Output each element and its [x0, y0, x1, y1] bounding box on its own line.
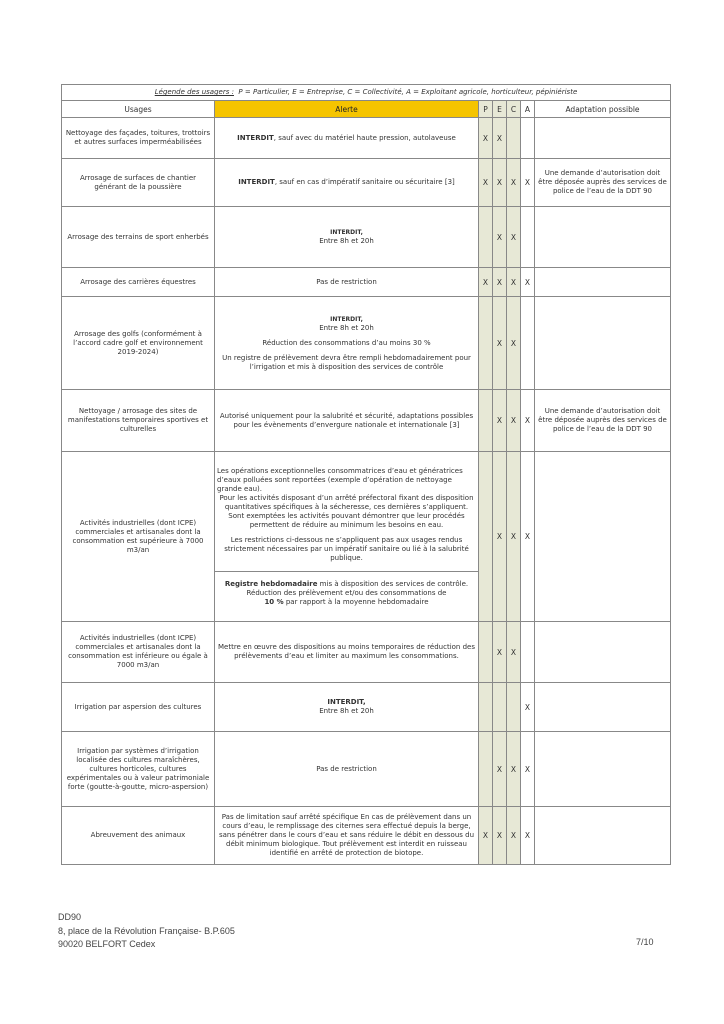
- footer-address: 8, place de la Révolution Française- B.P.605: [58, 926, 235, 936]
- table-row: [62, 159, 671, 207]
- flag-a: X: [521, 452, 535, 622]
- flag-e: X: [493, 452, 507, 622]
- alerte-p2: Pour les activités disposant d’un arrêté préfectoral fixant des disposition quantitatives spécifiques à la sécheresse, ces dernières s’appliquent. Sont exemptées les activités pouvant démontrer que leur procédés permettent de réduire au minimum les besoins en eau.: [219, 493, 474, 529]
- flag-e: X: [493, 622, 507, 683]
- adaptation-cell: [535, 207, 671, 268]
- adaptation-cell: [535, 732, 671, 807]
- flag-a: [521, 118, 535, 159]
- usage-cell: Irrigation par aspersion des cultures: [62, 683, 215, 732]
- footer-org: DD90: [58, 912, 82, 922]
- adaptation-cell: Une demande d’autorisation doit être déposée auprès des services de police de l’eau de la DDT 90: [535, 159, 671, 207]
- usage-cell: Abreuvement des animaux: [62, 807, 215, 865]
- header-e: E: [493, 101, 507, 118]
- adaptation-cell: [535, 297, 671, 390]
- alerte-cell: [215, 159, 479, 207]
- flag-c: X: [507, 732, 521, 807]
- usage-cell: Arrosage des carrières équestres: [62, 268, 215, 297]
- usage-cell: Arrosage des golfs (conformément à l’accord cadre golf et environnement 2019-2024): [62, 297, 215, 390]
- flag-a: X: [521, 268, 535, 297]
- alerte-cell: [215, 390, 479, 452]
- table-row: [62, 452, 671, 622]
- flag-e: X: [493, 390, 507, 452]
- flag-a: [521, 622, 535, 683]
- alerte-p5-bold: 10 %: [264, 597, 284, 606]
- header-p: P: [479, 101, 493, 118]
- flag-p: X: [479, 268, 493, 297]
- flag-c: [507, 118, 521, 159]
- flag-p: [479, 297, 493, 390]
- footer-city: 90020 BELFORT Cedex: [58, 939, 156, 949]
- alerte-text: Entre 8h et 20h: [319, 323, 374, 332]
- alerte-cell: [215, 683, 479, 732]
- legend-title: Légende des usagers :: [154, 88, 234, 96]
- alerte-cell: [215, 268, 479, 297]
- legend-items: P = Particulier, E = Entreprise, C = Collectivité, A = Exploitant agricole, horticulteur, pépiniériste: [238, 88, 578, 96]
- flag-p: X: [479, 807, 493, 865]
- alerte-text: Entre 8h et 20h: [319, 237, 374, 245]
- table-row: [62, 297, 671, 390]
- header-row: [62, 101, 671, 118]
- flag-p: [479, 390, 493, 452]
- flag-c: X: [507, 807, 521, 865]
- alerte-p1: Les opérations exceptionnelles consommatrices d’eau et génératrices d’eaux polluées sont reportées (exemple d’opération de nettoyage grande eau).: [217, 466, 463, 493]
- flag-e: [493, 683, 507, 732]
- usage-cell: Nettoyage des façades, toitures, trottoirs et autres surfaces imperméabilisées: [62, 118, 215, 159]
- header-alerte: Alerte: [215, 101, 479, 118]
- alerte-cell: [215, 732, 479, 807]
- flag-e: X: [493, 118, 507, 159]
- alerte-p4-bold: Registre hebdomadaire: [224, 579, 318, 588]
- alerte-text: , sauf avec du matériel haute pression, autolaveuse: [273, 133, 456, 142]
- page-number: 7/10: [636, 937, 654, 947]
- flag-p: X: [479, 118, 493, 159]
- alerte-text: Mettre en œuvre des dispositions au moins temporaires de réduction des prélèvements d’eau et limiter au maximum les consommations.: [218, 643, 475, 660]
- flag-p: X: [479, 159, 493, 207]
- alerte-cell: [215, 118, 479, 159]
- usage-cell: Nettoyage / arrosage des sites de manifestations temporaires sportives et culturelles: [62, 390, 215, 452]
- alerte-bold: INTERDIT,: [330, 315, 363, 323]
- alerte-text: Pas de limitation sauf arrêté spécifique En cas de prélèvement dans un cours d’eau, le remplissage des citernes sera effectué depuis la berge, sans pénétrer dans le cours d’eau et sans réduire le débit en dessous du débit minimum biologique. Tout prélèvement est interdit en ruisseau identifié en arrêté de protection de biotope.: [218, 813, 475, 857]
- adaptation-cell: [535, 452, 671, 622]
- header-usages: Usages: [62, 101, 215, 118]
- alerte-text: Pas de restriction: [316, 764, 377, 773]
- flag-a: X: [521, 732, 535, 807]
- alerte-bold: INTERDIT: [237, 133, 274, 142]
- flag-c: X: [507, 159, 521, 207]
- flag-c: X: [507, 207, 521, 268]
- flag-c: X: [507, 452, 521, 622]
- table-row: [62, 207, 671, 268]
- flag-p: [479, 207, 493, 268]
- alerte-bold: INTERDIT,: [327, 698, 366, 706]
- alerte-p5a: Réduction des prélèvement et/ou des consommations de: [246, 588, 447, 597]
- flag-p: [479, 452, 493, 622]
- header-a: A: [521, 101, 535, 118]
- alerte-text: , sauf en cas d’impératif sanitaire ou sécuritaire [3]: [274, 178, 455, 186]
- usage-cell: Activités industrielles (dont ICPE) commerciales et artisanales dont la consommation est inférieure ou égale à 7000 m3/an: [62, 622, 215, 683]
- alerte-cell: [215, 297, 479, 390]
- table-row: [62, 622, 671, 683]
- adaptation-cell: [535, 118, 671, 159]
- alerte-cell: [215, 622, 479, 683]
- alerte-p3: Les restrictions ci-dessous ne s’appliquent pas aux usages rendus strictement nécessaires par un impératif sanitaire ou lié à la salubrité publique.: [224, 535, 469, 562]
- flag-a: X: [521, 159, 535, 207]
- flag-c: X: [507, 268, 521, 297]
- header-adaptation: Adaptation possible: [535, 101, 671, 118]
- flag-a: X: [521, 807, 535, 865]
- table-row: [62, 683, 671, 732]
- alerte-text: Autorisé uniquement pour la salubrité et sécurité, adaptations possibles pour les évènements d’envergure nationale et internationale [3]: [219, 411, 474, 429]
- flag-c: X: [507, 390, 521, 452]
- table-row: [62, 807, 671, 865]
- alerte-bold: INTERDIT: [238, 178, 275, 186]
- alerte-cell: [215, 452, 479, 622]
- flag-e: X: [493, 268, 507, 297]
- flag-e: X: [493, 807, 507, 865]
- table-row: [62, 390, 671, 452]
- alerte-reduction: Réduction des consommations d’au moins 30 %: [262, 338, 431, 347]
- flag-e: X: [493, 297, 507, 390]
- flag-a: X: [521, 390, 535, 452]
- flag-a: [521, 297, 535, 390]
- table-row: [62, 268, 671, 297]
- adaptation-cell: [535, 268, 671, 297]
- alerte-bold: INTERDIT,: [330, 229, 363, 236]
- flag-e: X: [493, 159, 507, 207]
- alerte-registre-block: [215, 571, 479, 607]
- flag-c: X: [507, 297, 521, 390]
- usage-cell: Arrosage de surfaces de chantier générant de la poussière: [62, 159, 215, 207]
- flag-p: [479, 683, 493, 732]
- adaptation-cell: [535, 622, 671, 683]
- usage-cell: Activités industrielles (dont ICPE) commerciales et artisanales dont la consommation est supérieure à 7000 m3/an: [62, 452, 215, 622]
- flag-a: [521, 207, 535, 268]
- usage-cell: Arrosage des terrains de sport enherbés: [62, 207, 215, 268]
- adaptation-cell: [535, 683, 671, 732]
- alerte-p4-rest: mis à disposition des services de contrôle.: [317, 579, 469, 588]
- flag-e: X: [493, 207, 507, 268]
- flag-p: [479, 622, 493, 683]
- flag-c: [507, 683, 521, 732]
- alerte-registre: Un registre de prélèvement devra être rempli hebdomadairement pour l’irrigation et mis à disposition des services de contrôle: [222, 353, 471, 371]
- header-c: C: [507, 101, 521, 118]
- alerte-cell: [215, 807, 479, 865]
- flag-c: X: [507, 622, 521, 683]
- usage-cell: Irrigation par systèmes d’irrigation localisée des cultures maraîchères, cultures horticoles, cultures expérimentales ou à valeur patrimoniale forte (goutte-à-goutte, micro-aspersion): [62, 732, 215, 807]
- flag-p: [479, 732, 493, 807]
- table-row: [62, 118, 671, 159]
- flag-e: X: [493, 732, 507, 807]
- alerte-text: Entre 8h et 20h: [319, 707, 374, 715]
- adaptation-cell: [535, 807, 671, 865]
- table-row: [62, 732, 671, 807]
- adaptation-cell: Une demande d’autorisation doit être déposée auprès des services de police de l’eau de la DDT 90: [535, 390, 671, 452]
- restrictions-table: [61, 84, 671, 865]
- alerte-text: Pas de restriction: [316, 277, 377, 286]
- legend-row: [62, 85, 671, 101]
- alerte-cell: [215, 207, 479, 268]
- legend-cell: [62, 85, 671, 101]
- flag-a: X: [521, 683, 535, 732]
- alerte-p5b: par rapport à la moyenne hebdomadaire: [283, 597, 429, 606]
